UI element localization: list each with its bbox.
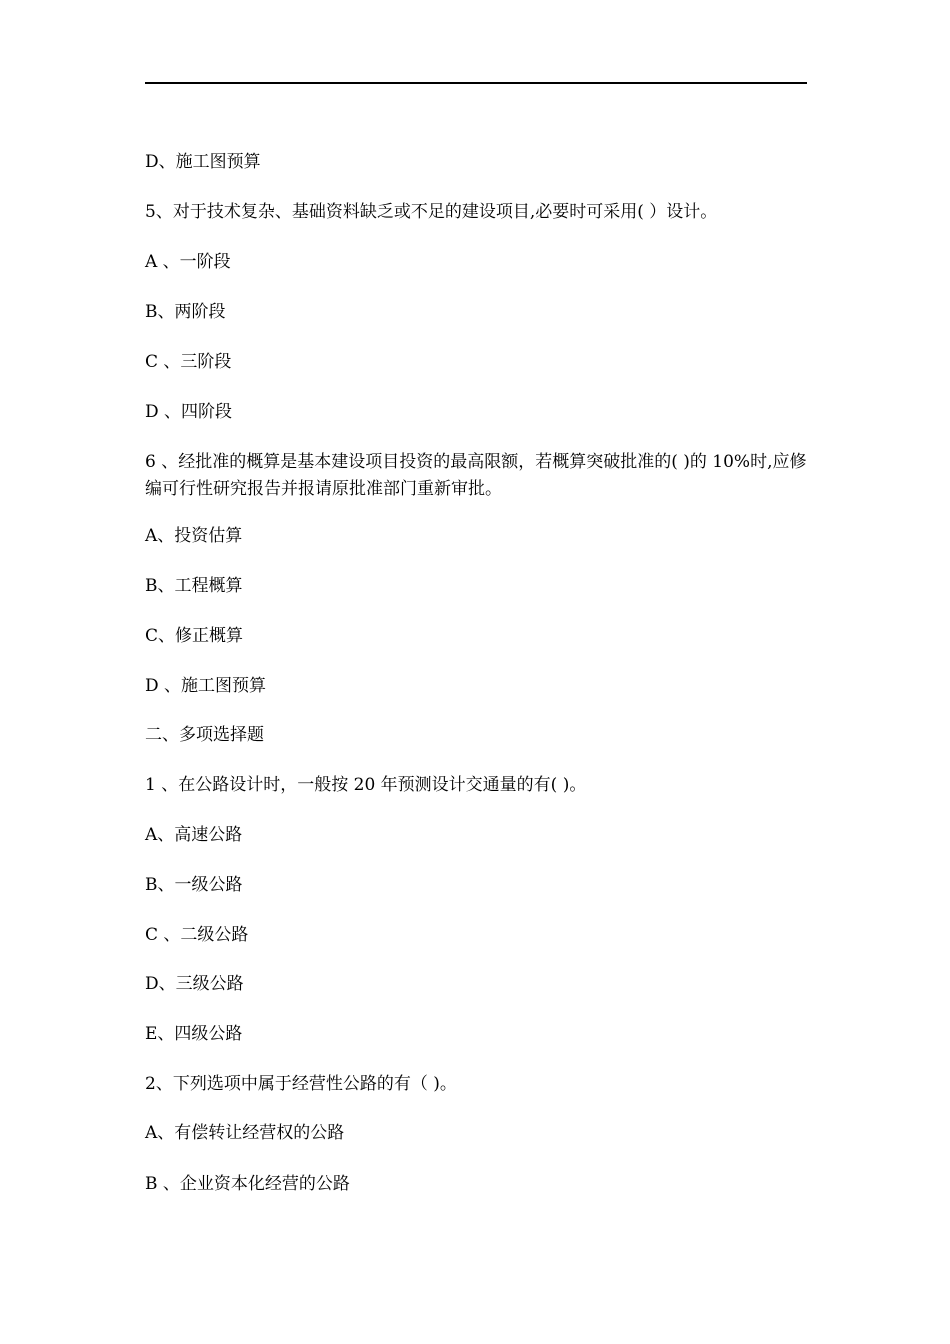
mq2-option-a: A、有偿转让经营权的公路: [145, 1123, 345, 1143]
mq1-option-d: D、三级公路: [145, 974, 244, 994]
q6-option-d: D 、施工图预算: [145, 676, 267, 696]
mq2-question: 2、下列选项中属于经营性公路的有（ )。: [145, 1074, 457, 1094]
q5-option-d: D 、四阶段: [145, 402, 233, 422]
q5-option-c: C 、三阶段: [145, 352, 232, 372]
q5-option-b: B、两阶段: [145, 302, 226, 322]
mq2-option-b: B 、企业资本化经营的公路: [145, 1174, 350, 1194]
q5-question: 5、对于技术复杂、基础资料缺乏或不足的建设项目,必要时可采用( ）设计。: [145, 202, 718, 222]
q6-option-a: A、投资估算: [145, 526, 243, 546]
header-rule: [145, 82, 807, 84]
q4-option-d: D、施工图预算: [145, 152, 261, 172]
mq1-question: 1 、在公路设计时，一般按 20 年预测设计交通量的有( )。: [145, 775, 587, 795]
mq1-option-b: B、一级公路: [145, 875, 243, 895]
q6-option-b: B、工程概算: [145, 576, 243, 596]
mq1-option-c: C 、二级公路: [145, 925, 249, 945]
q6-question: 6 、经批准的概算是基本建设项目投资的最高限额，若概算突破批准的( )的 10%时,应修编可行性研究报告并报请原批准部门重新审批。: [145, 452, 807, 499]
section-heading: 二、多项选择题: [145, 725, 264, 745]
q6-option-c: C、修正概算: [145, 626, 244, 646]
mq1-option-a: A、高速公路: [145, 825, 243, 845]
q5-option-a: A 、一阶段: [145, 252, 231, 272]
mq1-option-e: E、四级公路: [145, 1024, 243, 1044]
